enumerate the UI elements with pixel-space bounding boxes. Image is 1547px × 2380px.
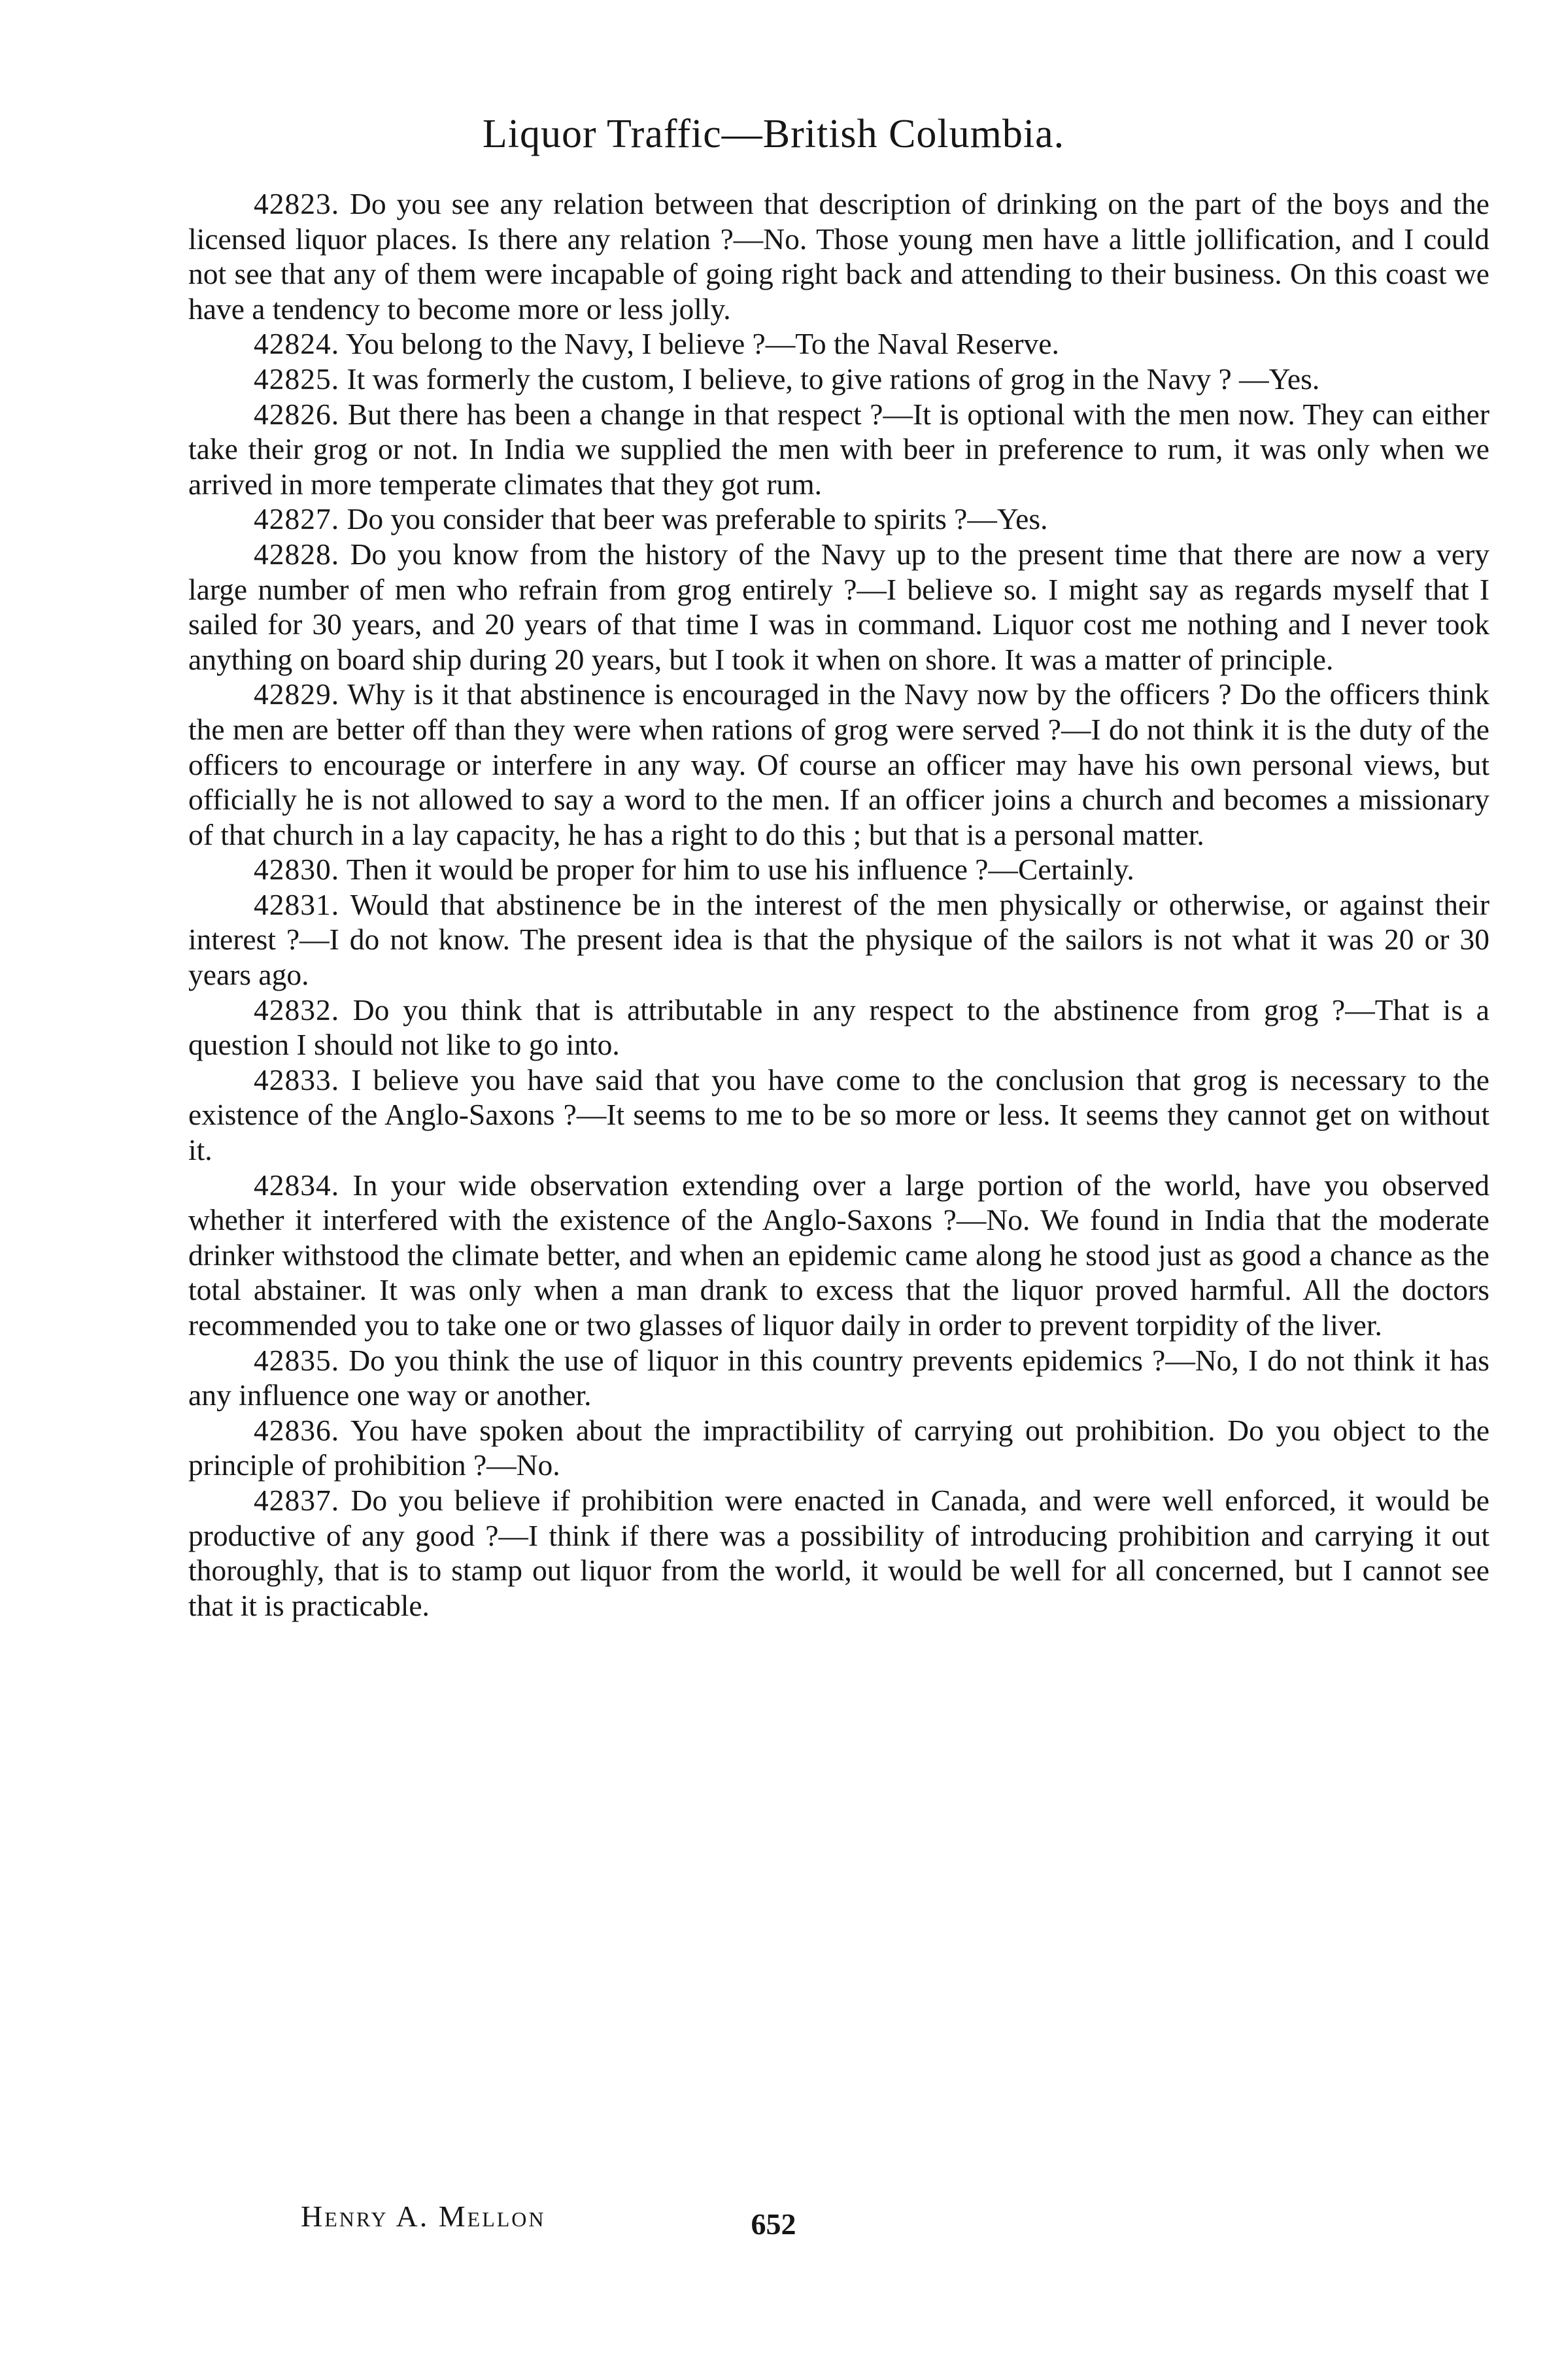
question-number: 42825. (254, 362, 340, 396)
page-title: Liquor Traffic—British Columbia. (482, 112, 1065, 156)
question-text: I believe you have said that you have come to the conclusion that grog is necessary to the existence of the Anglo-Saxons ?—It seems to me to be so more or less. It seems they cannot get on without it. (188, 1062, 1490, 1167)
question-number: 42823. (254, 187, 340, 220)
question-text: Do you believe if prohibition were enacted in Canada, and were well enforced, it would be productive of any good ?—I think if there was a possibility of introducing prohibition and carrying it out thoroughly, that is to stamp out liquor from the world, it would be well for all concerned, but I cannot see that it is practicable. (188, 1483, 1489, 1622)
question-text: Why is it that abstinence is encouraged in the Navy now by the officers ? Do the officers think the men are better off than they were when rations of grog were served ?—I do not think it is the duty of the officers to encourage or interfere in any way. Of course an officer may have his own personal views, but officially he is not allowed to say a word to the men. If an officer joins a church and becomes a missionary of that church in a lay capacity, he has a right to do this ; but that is a personal matter. (188, 677, 1489, 851)
question-text: Then it would be proper for him to use his influence ?—Certainly. (346, 853, 1134, 887)
question-text: In your wide observation extending over a large portion of the world, have you observed whether it interfered with the existence of the Anglo-Saxons ?—No. We found in India that the moderate drinker withstood the climate better, and when an epidemic came along he stood just as good a chance as the total abstainer. It was only when a man drank to excess that the liquor proved harmful. All the doctors recommended you to take one or two glasses of liquor daily in order to prevent torpidity of the liver. (188, 1168, 1490, 1342)
question-number: 42834. (254, 1168, 340, 1202)
question-text: Do you know from the history of the Navy up to the present time that there are now a very large number of men who refrain from grog entirely ?—I believe so. I might say as regards myself that I sailed for 30 years, and 20 years of that time I was in command. Liquor cost me nothing and I never took anything on board ship during 20 years, but I took it when on shore. It was a matter of principle. (188, 537, 1489, 676)
question-text: Do you see any relation between that description of drinking on the part of the boys and the licensed liquor places. Is there any relation ?—No. Those young men have a little jollification, and I could not see that any of them were incapable of going right back and attending to their business. On this coast we have a tendency to become more or less jolly. (188, 187, 1489, 326)
question-text: You have spoken about the impractibility of carrying out prohibition. Do you object to the principle of prohibition ?—No. (188, 1413, 1490, 1482)
question-answer-42824 (188, 326, 1489, 362)
question-text: Do you think the use of liquor in this country prevents epidemics ?—No, I do not think it has any influence one way or another. (188, 1343, 1490, 1412)
question-answer-42831 (188, 887, 1489, 993)
question-text: Do you consider that beer was preferable to spirits ?—Yes. (347, 502, 1048, 536)
question-text: It was formerly the custom, I believe, to give rations of grog in the Navy ? —Yes. (347, 362, 1320, 396)
question-number: 42832. (254, 993, 340, 1027)
question-text: Do you think that is attributable in any respect to the abstinence from grog ?—That is a question I should not like to go into. (188, 993, 1490, 1062)
question-number: 42830. (254, 853, 340, 887)
question-number: 42828. (254, 537, 340, 571)
question-number: 42826. (254, 397, 340, 431)
question-number: 42831. (254, 887, 340, 921)
question-text: You belong to the Navy, I believe ?—To the Naval Reserve. (345, 327, 1059, 361)
testimony-body (188, 186, 1489, 1623)
question-number: 42837. (254, 1483, 340, 1517)
question-number: 42836. (254, 1413, 340, 1447)
question-text: Would that abstinence be in the interest of the men physically or otherwise, or against their interest ?—I do not know. The present idea is that the physique of the sailors is not what it was 20 or 30 years ago. (188, 887, 1489, 992)
question-answer-42835 (188, 1343, 1489, 1413)
question-number: 42833. (254, 1062, 340, 1096)
question-answer-42837 (188, 1483, 1489, 1623)
page-number: 652 (751, 2207, 796, 2241)
question-answer-42836 (188, 1413, 1489, 1483)
question-answer-42828 (188, 537, 1489, 677)
question-number: 42835. (254, 1343, 340, 1377)
question-answer-42826 (188, 397, 1489, 502)
question-number: 42824. (254, 327, 340, 361)
witness-name: Henry A. Mellon (301, 2200, 546, 2233)
question-answer-42832 (188, 993, 1489, 1062)
question-answer-42827 (188, 502, 1489, 537)
question-answer-42830 (188, 852, 1489, 887)
question-answer-42829 (188, 677, 1489, 852)
question-answer-42833 (188, 1062, 1489, 1168)
question-answer-42823 (188, 186, 1489, 326)
question-number: 42829. (254, 677, 340, 711)
question-answer-42825 (188, 362, 1489, 397)
question-text: But there has been a change in that respect ?—It is optional with the men now. They can either take their grog or not. In India we supplied the men with beer in preference to rum, it was only when we arrived in more temperate climates that they got rum. (188, 397, 1490, 501)
question-number: 42827. (254, 502, 340, 536)
question-answer-42834 (188, 1168, 1489, 1343)
